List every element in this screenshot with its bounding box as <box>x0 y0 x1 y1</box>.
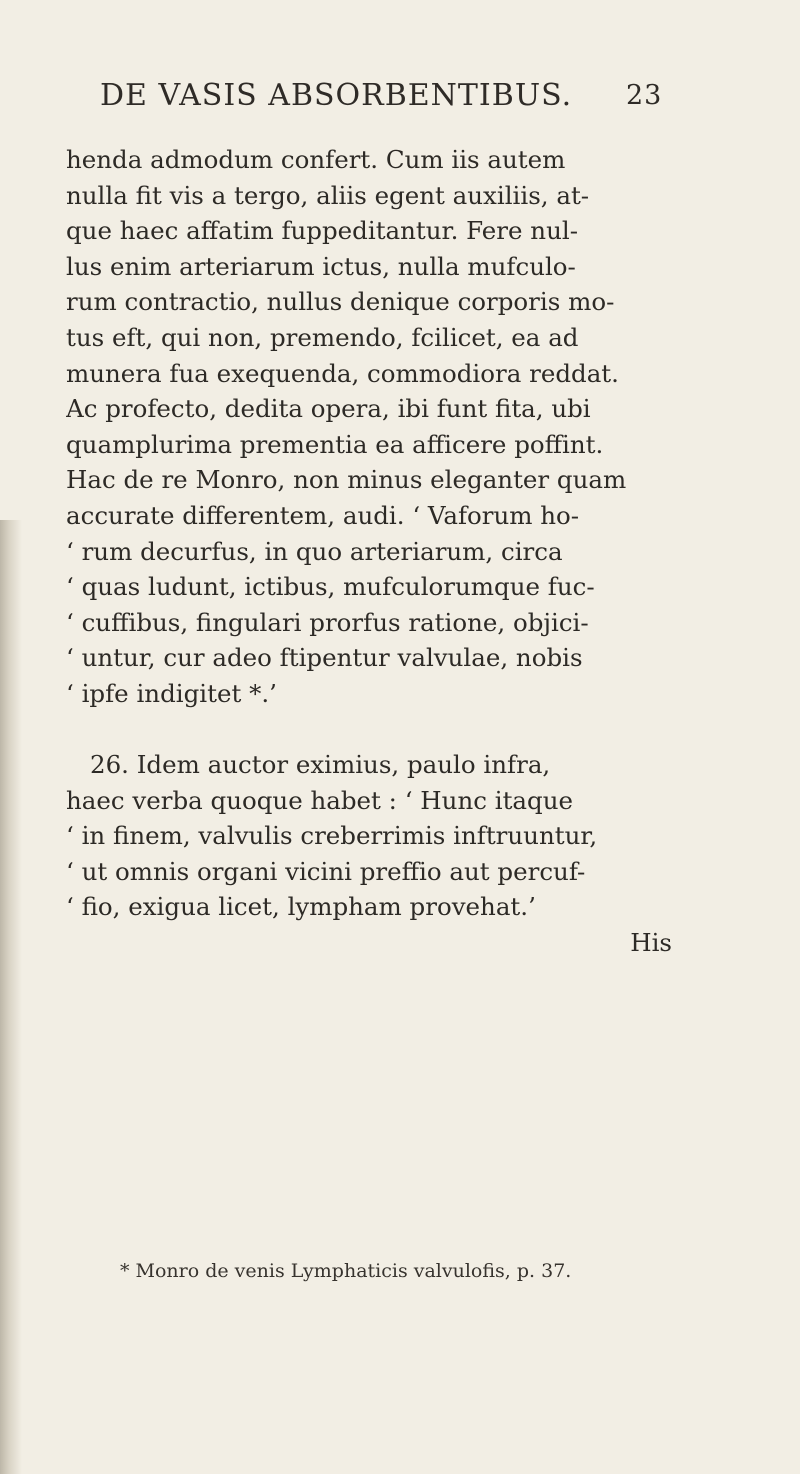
text-line: quamplurima prementia ea afficere poffint. <box>66 429 604 459</box>
catchword: His <box>630 928 672 958</box>
text-line: nulla fit vis a tergo, aliis egent auxiliis, at- <box>66 180 590 210</box>
text-line: ‘ cuffibus, fingulari prorfus ratione, objici- <box>66 607 589 637</box>
text-line: ‘ in finem, valvulis creberrimis inftruuntur, <box>66 821 598 851</box>
text-line: ‘ ut omnis organi vicini preffio aut percuf- <box>66 856 586 886</box>
text-line: lus enim arteriarum ictus, nulla mufculo- <box>66 251 576 281</box>
text-line: Ac profecto, dedita opera, ibi funt fita, ubi <box>66 394 591 424</box>
text-line: henda admodum confert. Cum iis autem <box>66 145 566 174</box>
text-line: tus eft, qui non, premendo, fcilicet, ea ad <box>66 322 579 352</box>
page-gutter-shadow <box>0 520 22 1474</box>
text-line: rum contractio, nullus denique corporis mo- <box>66 287 615 317</box>
body-text <box>66 142 678 961</box>
text-line: ‘ rum decurfus, in quo arteriarum, circa <box>66 536 563 566</box>
text-line: que haec affatim fuppeditantur. Fere nul- <box>66 216 578 246</box>
text-line: munera fua exequenda, commodiora reddat. <box>66 358 619 388</box>
text-line: accurate differentem, audi. ‘ Vaforum ho- <box>66 500 580 530</box>
text-line: Hac de re Monro, non minus eleganter quam <box>66 465 627 495</box>
paragraph-gap <box>66 712 678 748</box>
footnote: * Monro de venis Lymphaticis valvulofis, p. 37. <box>120 1260 572 1282</box>
text-line: ‘ fio, exigua licet, lympham provehat.’ <box>66 892 536 922</box>
running-head-title: DE VASIS ABSORBENTIBUS. <box>100 78 573 113</box>
text-line: ‘ quas ludunt, ictibus, mufculorumque fuc- <box>66 572 595 602</box>
running-head <box>100 78 663 118</box>
text-line: ‘ untur, cur adeo ftipentur valvulae, nobis <box>66 643 583 673</box>
text-line: haec verba quoque habet : ‘ Hunc itaque <box>66 785 573 815</box>
text-line: ‘ ipfe indigitet *.’ <box>66 678 277 708</box>
text-line: 26. Idem auctor eximius, paulo infra, <box>90 750 551 780</box>
page-number: 23 <box>626 80 663 111</box>
